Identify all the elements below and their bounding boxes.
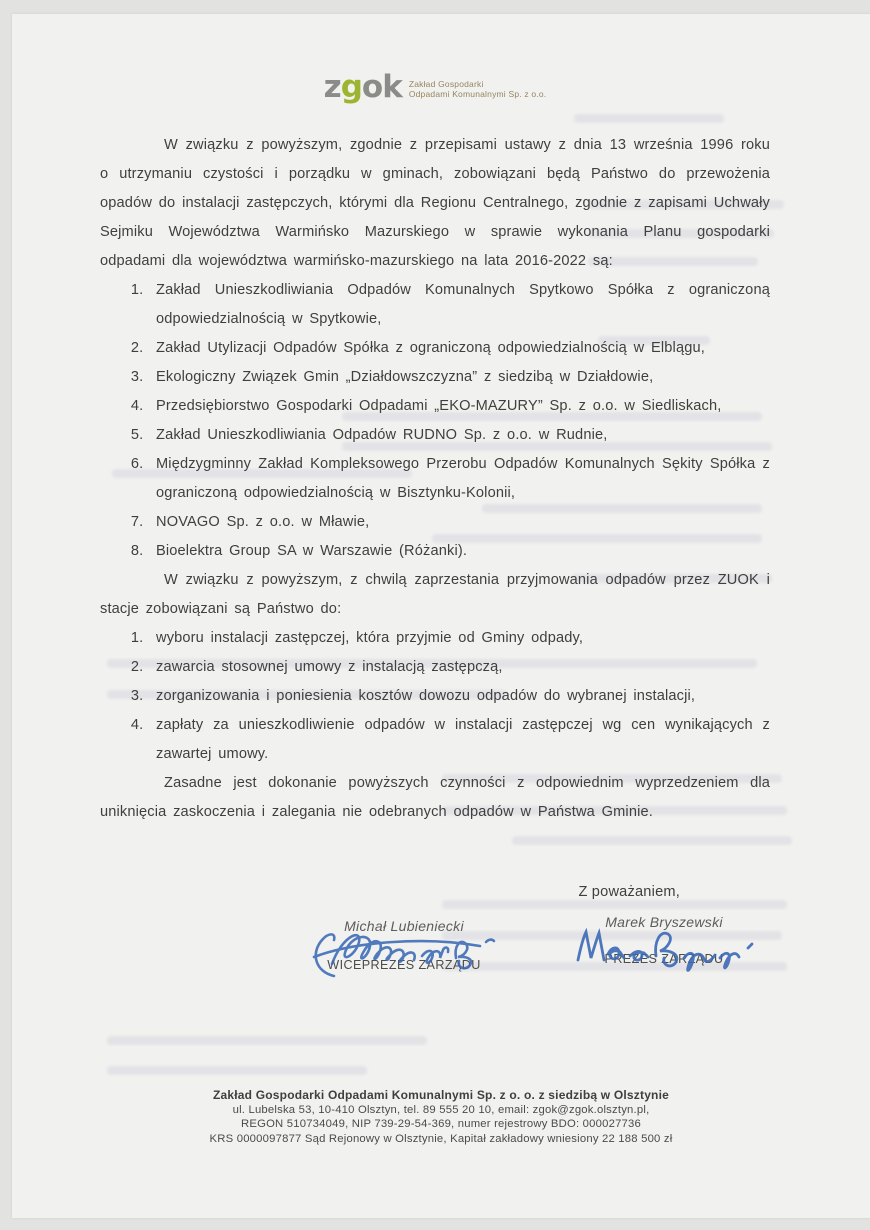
footer-company-info <box>12 1088 870 1146</box>
zgok-logo <box>100 70 770 104</box>
wordmark-ok: ok <box>361 68 402 105</box>
list-item: 3. Ekologiczny Związek Gmin „Działdowszczyzna” z siedzibą w Działdowie, <box>150 363 770 392</box>
list-item: 8. Bioelektra Group SA w Warszawie (Różanki). <box>150 537 770 566</box>
footer-krs: KRS 0000097877 Sąd Rejonowy w Olsztynie, Kapitał zakładowy wniesiony 22 188 500 zł <box>209 1132 673 1145</box>
list-item: 5. Zakład Unieszkodliwiania Odpadów RUDNO Sp. z o.o. w Rudnie, <box>150 421 770 450</box>
handwritten-signature-right-icon <box>572 922 762 978</box>
list-item: 6. Międzygminny Zakład Kompleksowego Przerobu Odpadów Komunalnych Sękity Spółka z ograniczoną odpowiedzialnością w Bisztynku-Kolonii, <box>150 450 770 508</box>
signature-block <box>100 914 770 1034</box>
signer-title-right: PREZES ZARZĄDU <box>604 952 724 966</box>
zgok-wordmark <box>323 68 402 105</box>
logo-tagline-line1: Zakład Gospodarki <box>408 79 484 89</box>
logo-tagline <box>409 75 547 99</box>
list-item: 4. zapłaty za unieszkodliwienie odpadów w instalacji zastępczej wg cen wynikających z zawartej umowy. <box>150 711 770 769</box>
list-item: 1. wyboru instalacji zastępczej, która przyjmie od Gminy odpady, <box>150 624 770 653</box>
list-item: 3. zorganizowania i poniesienia kosztów dowozu odpadów do wybranej instalacji, <box>150 682 770 711</box>
paragraph-intro: W związku z powyższym, zgodnie z przepisami ustawy z dnia 13 września 1996 roku o utrzymaniu czystości i porządku w gminach, zobowiązani będą Państwo do przewożenia opadów do instalacji zastępczych, którymi dla Regionu Centralnego, zgodnie z zapisami Uchwały Sejmiku Województwa Warmińsko Mazurskiego w sprawie wykonania Planu gospodarki odpadami dla województwa warmińsko-mazurskiego na lata 2016-2022 są: <box>100 137 770 269</box>
installations-list <box>100 276 770 566</box>
signer-name-left: Michał Lubieniecki <box>344 918 464 934</box>
footer-address: ul. Lubelska 53, 10-410 Olsztyn, tel. 89 555 20 10, email: zgok@zgok.olsztyn.pl, <box>232 1103 650 1116</box>
wordmark-z: z <box>323 68 341 105</box>
closing-salutation: Z poważaniem, <box>578 884 680 900</box>
paragraph-advice: Zasadne jest dokonanie powyższych czynności z odpowiednim wyprzedzeniem dla uniknięcia zaskoczenia i zalegania nie odebranych odpadów w Państwa Gminie. <box>100 775 770 820</box>
signature-left <box>324 918 484 972</box>
list-item: 7. NOVAGO Sp. z o.o. w Mławie, <box>150 508 770 537</box>
list-item: 2. Zakład Utylizacji Odpadów Spółka z ograniczoną odpowiedzialnością w Elblągu, <box>150 334 770 363</box>
list-item: 1. Zakład Unieszkodliwiania Odpadów Komunalnych Spytkowo Spółka z ograniczoną odpowiedzialnością w Spytkowie, <box>150 276 770 334</box>
bleed-through-line <box>107 1036 427 1045</box>
logo-tagline-line2: Odpadami Komunalnymi Sp. z o.o. <box>408 89 547 99</box>
list-item: 2. zawarcia stosownej umowy z instalacją zastępczą, <box>150 653 770 682</box>
signer-title-left: WICEPREZES ZARZĄDU <box>327 958 481 972</box>
footer-company-name: Zakład Gospodarki Odpadami Komunalnymi Sp. z o. o. z siedzibą w Olsztynie <box>212 1088 670 1102</box>
obligations-list <box>100 624 770 769</box>
footer-registration: REGON 510734049, NIP 739-29-54-369, numer rejestrowy BDO: 000027736 <box>240 1118 642 1130</box>
letter-page <box>12 14 870 1218</box>
signer-name-right: Marek Bryszewski <box>605 914 723 930</box>
list-item: 4. Przedsiębiorstwo Gospodarki Odpadami „EKO-MAZURY” Sp. z o.o. w Siedliskach, <box>150 392 770 421</box>
signature-right <box>584 914 744 966</box>
wordmark-g: g <box>340 68 362 105</box>
paragraph-obligations-intro: W związku z powyższym, z chwilą zaprzestania przyjmowania odpadów przez ZUOK i stacje zobowiązani są Państwo do: <box>100 572 770 617</box>
bleed-through-line <box>107 1066 367 1075</box>
